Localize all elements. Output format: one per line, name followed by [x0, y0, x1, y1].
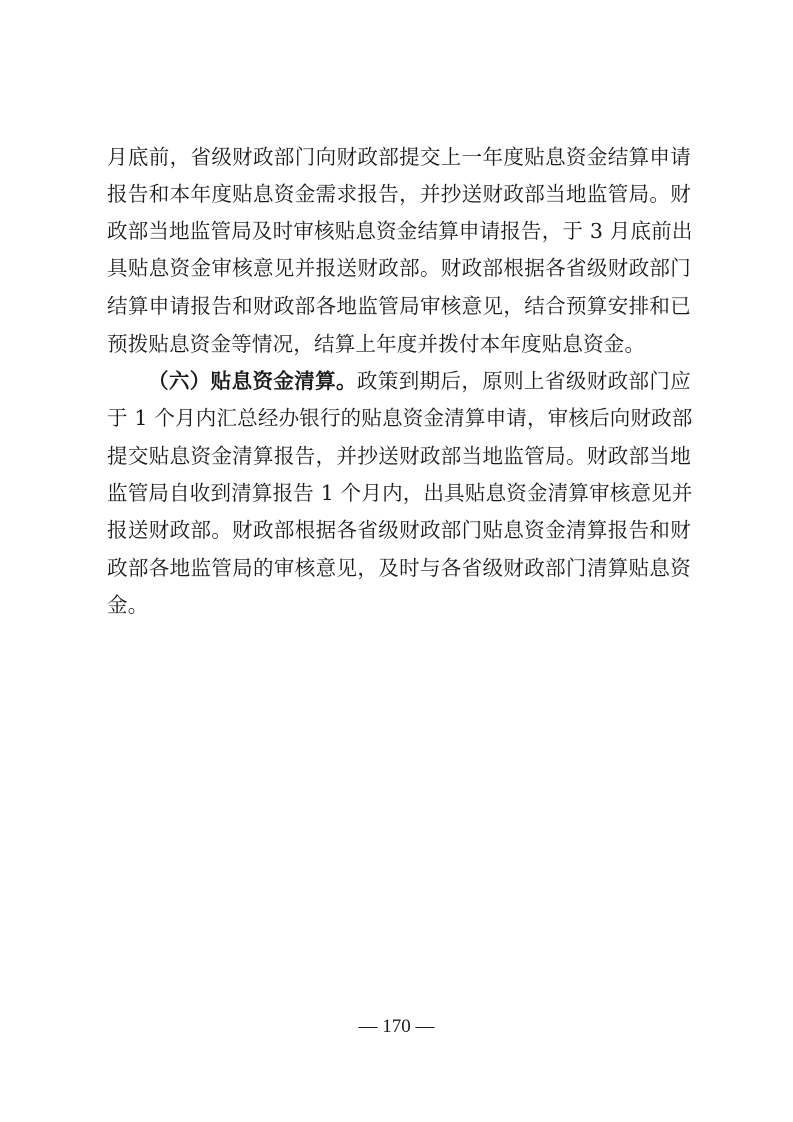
paragraph-2-line-2: 于 1 个月内汇总经办银行的贴息资金清算申请，审核后向财政部: [107, 406, 693, 430]
section-heading: （六）贴息资金清算。: [148, 369, 357, 393]
paragraph-1-line-4: 具贴息资金审核意见并报送财政部。财政部根据各省级财政部门: [107, 256, 691, 280]
paragraph-1-line-5: 结算申请报告和财政部各地监管局审核意见，结合预算安排和已: [107, 294, 691, 318]
paragraph-2-line-5: 报送财政部。财政部根据各省级财政部门贴息资金清算报告和财: [107, 518, 691, 542]
page-number: — 170 —: [358, 1016, 435, 1037]
paragraph-1-line-6: 预拨贴息资金等情况，结算上年度并拨付本年度贴息资金。: [107, 332, 646, 356]
paragraph-2-line-1: [148, 366, 691, 396]
paragraph-2-line-6: 政部各地监管局的审核意见，及时与各省级财政部门清算贴息资: [107, 556, 691, 580]
paragraph-1-line-2: 报告和本年度贴息资金需求报告，并抄送财政部当地监管局。财: [107, 182, 691, 206]
paragraph-1-line-1: 月底前，省级财政部门向财政部提交上一年度贴息资金结算申请: [107, 145, 691, 169]
paragraph-2-line-4: 监管局自收到清算报告 1 个月内，出具贴息资金清算审核意见并: [107, 481, 693, 505]
paragraph-2-line-7: 金。: [107, 593, 149, 617]
paragraph-2-line-1-text: 政策到期后，原则上省级财政部门应: [356, 369, 691, 393]
paragraph-2-line-3: 提交贴息资金清算报告，并抄送财政部当地监管局。财政部当地: [107, 444, 691, 468]
paragraph-1-line-3: 政部当地监管局及时审核贴息资金结算申请报告，于 3 月底前出: [107, 219, 693, 243]
